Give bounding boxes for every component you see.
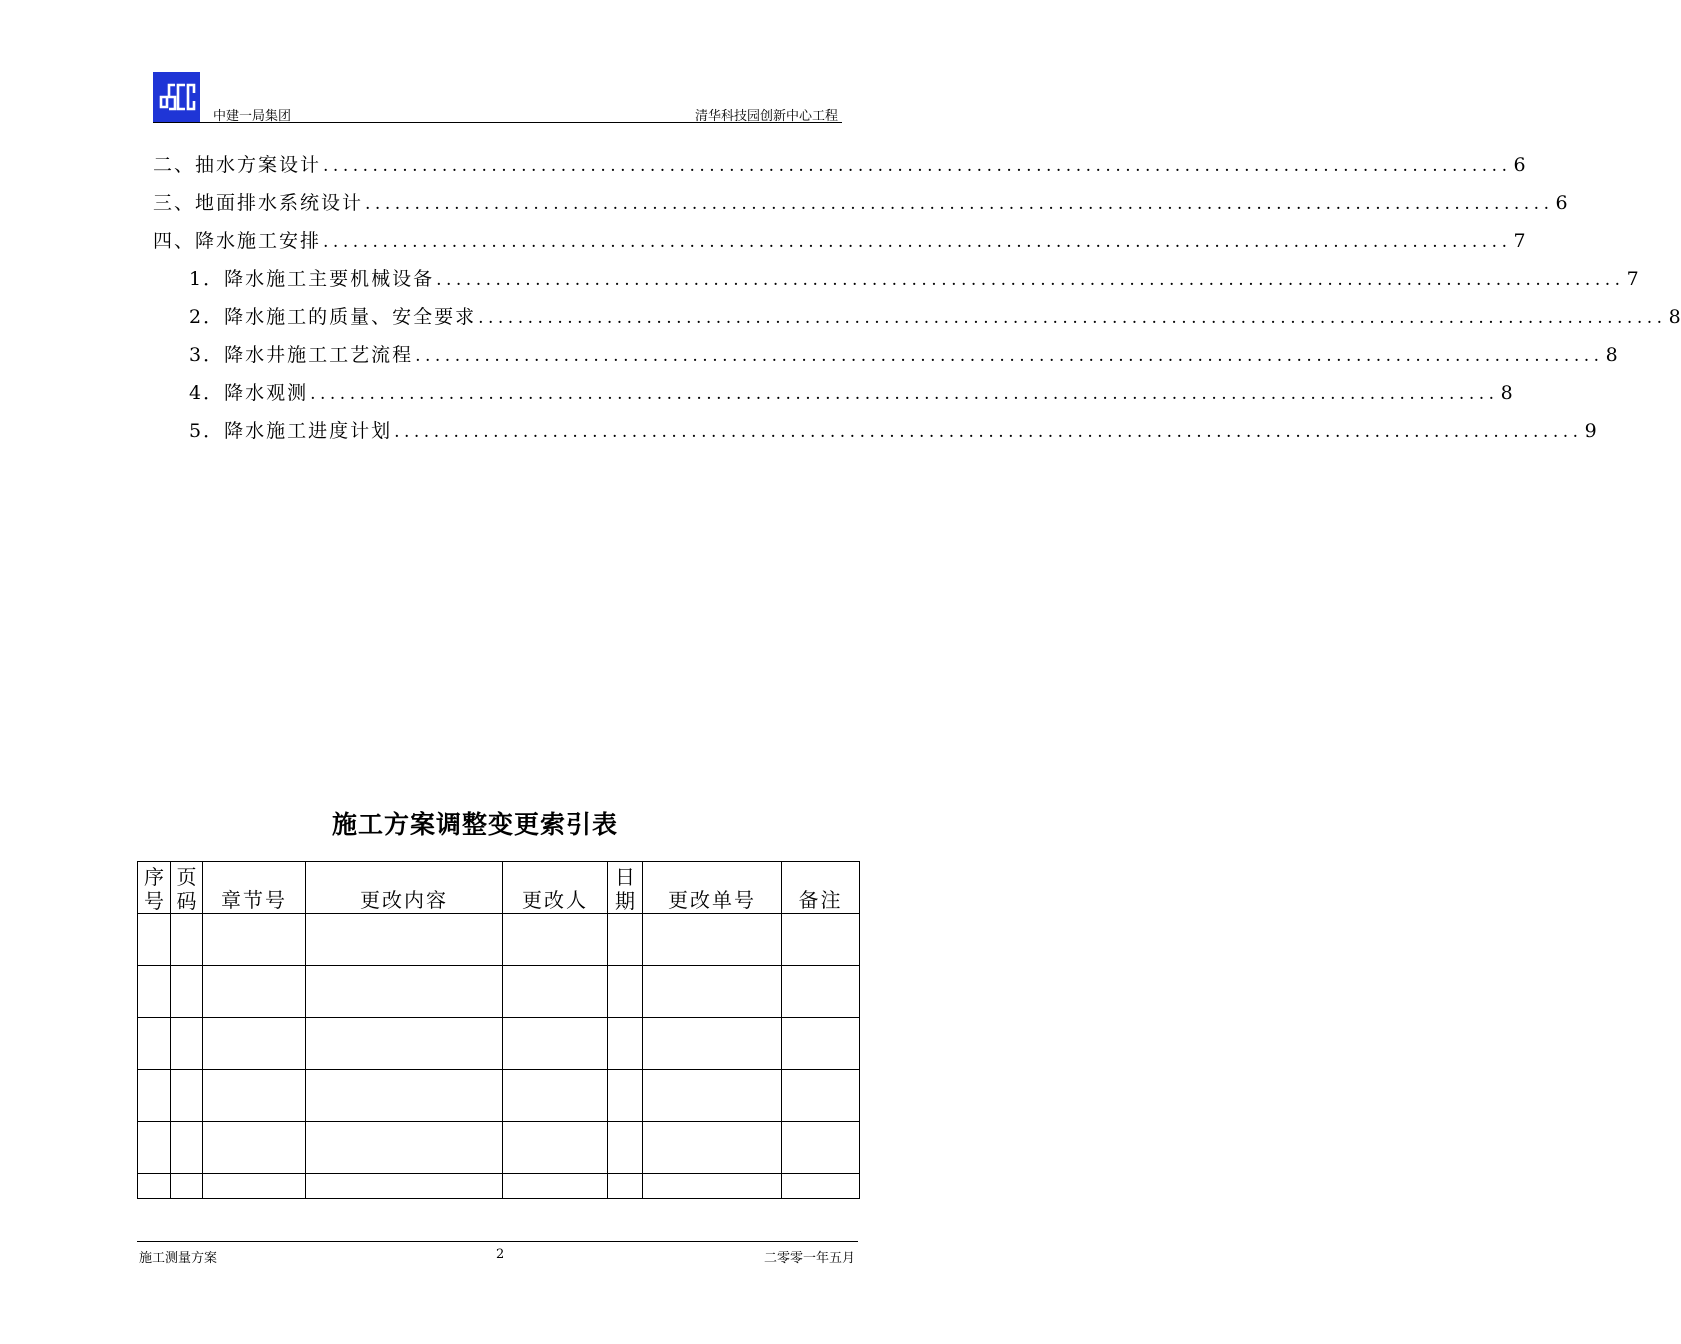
table-cell[interactable] xyxy=(203,966,306,1018)
toc-entry[interactable] xyxy=(153,226,1526,264)
toc-entry-page: 6 xyxy=(1555,192,1568,214)
toc-entry-title: 3．降水井施工工艺流程 xyxy=(189,344,414,366)
table-cell[interactable] xyxy=(306,1070,503,1122)
toc-entry-page: 8 xyxy=(1668,306,1681,328)
toc-entry[interactable] xyxy=(153,416,1597,454)
table-cell[interactable] xyxy=(306,1122,503,1174)
footer-page-number: 2 xyxy=(496,1247,505,1262)
toc-leader-dots: ........................................................................................................................ xyxy=(323,156,1512,176)
table-cell[interactable] xyxy=(782,1070,860,1122)
header-rule xyxy=(153,122,842,123)
table-cell[interactable] xyxy=(171,1070,203,1122)
table-cell[interactable] xyxy=(306,966,503,1018)
table-cell[interactable] xyxy=(138,1122,171,1174)
table-cell[interactable] xyxy=(643,1018,782,1070)
toc-leader-dots: ........................................................................................................................ xyxy=(436,270,1625,290)
footer-doc-title: 施工测量方案 xyxy=(139,1251,218,1266)
company-logo xyxy=(153,72,200,122)
table-cell[interactable] xyxy=(608,1070,643,1122)
table-cell[interactable] xyxy=(608,1122,643,1174)
toc-entry-page: 9 xyxy=(1584,420,1597,442)
cscec-logo-icon xyxy=(157,77,197,117)
table-cell[interactable] xyxy=(503,914,608,966)
toc-entry-title: 2．降水施工的质量、安全要求 xyxy=(189,306,477,328)
toc-entry-page: 7 xyxy=(1626,268,1639,290)
table-cell[interactable] xyxy=(203,1018,306,1070)
header-remark: 备注 xyxy=(782,862,860,914)
table-cell[interactable] xyxy=(138,1070,171,1122)
table-cell[interactable] xyxy=(171,914,203,966)
table-row xyxy=(138,966,860,1018)
toc-entry[interactable] xyxy=(153,302,1681,340)
toc-leader-dots: ........................................................................................................................ xyxy=(394,422,1583,442)
table-row xyxy=(138,1070,860,1122)
table-cell[interactable] xyxy=(643,1070,782,1122)
header-chapter: 章节号 xyxy=(203,862,306,914)
table-cell[interactable] xyxy=(503,1070,608,1122)
toc-leader-dots: ........................................................................................................................ xyxy=(415,346,1604,366)
toc-entry[interactable] xyxy=(153,378,1513,416)
table-title: 施工方案调整变更索引表 xyxy=(331,810,618,839)
table-cell[interactable] xyxy=(171,966,203,1018)
toc-entry[interactable] xyxy=(153,188,1568,226)
header-content: 更改内容 xyxy=(306,862,503,914)
table-cell[interactable] xyxy=(203,1070,306,1122)
toc-entry-title: 二、抽水方案设计 xyxy=(153,154,322,176)
header-company: 中建一局集团 xyxy=(213,109,292,124)
table-cell[interactable] xyxy=(782,1018,860,1070)
change-index-table xyxy=(137,861,860,1199)
toc-entry-title: 5．降水施工进度计划 xyxy=(189,420,393,442)
toc-entry-title: 四、降水施工安排 xyxy=(153,230,322,252)
toc-leader-dots: ........................................................................................................................ xyxy=(365,194,1554,214)
table-row xyxy=(138,914,860,966)
toc-entry-page: 8 xyxy=(1605,344,1618,366)
table-cell[interactable] xyxy=(306,1174,503,1199)
table-row xyxy=(138,1018,860,1070)
table-cell[interactable] xyxy=(138,966,171,1018)
toc-entry[interactable] xyxy=(153,264,1639,302)
table-header-row xyxy=(138,862,860,914)
table-cell[interactable] xyxy=(138,1018,171,1070)
table-cell[interactable] xyxy=(306,914,503,966)
table-cell[interactable] xyxy=(503,1174,608,1199)
table-cell[interactable] xyxy=(171,1122,203,1174)
table-cell[interactable] xyxy=(782,1122,860,1174)
table-cell[interactable] xyxy=(138,914,171,966)
footer-date: 二零零一年五月 xyxy=(763,1251,855,1266)
table-of-contents xyxy=(153,150,1681,454)
header-page: 页 码 xyxy=(171,862,203,914)
table-cell[interactable] xyxy=(608,1174,643,1199)
table-cell[interactable] xyxy=(503,1018,608,1070)
table-cell[interactable] xyxy=(503,966,608,1018)
table-cell[interactable] xyxy=(608,966,643,1018)
table-cell[interactable] xyxy=(643,914,782,966)
table-cell[interactable] xyxy=(306,1018,503,1070)
table-cell[interactable] xyxy=(782,914,860,966)
header-date: 日 期 xyxy=(608,862,643,914)
table-cell[interactable] xyxy=(782,1174,860,1199)
table-row xyxy=(138,1122,860,1174)
table-row xyxy=(138,1174,860,1199)
table-cell[interactable] xyxy=(608,1018,643,1070)
table-cell[interactable] xyxy=(203,914,306,966)
toc-entry-page: 7 xyxy=(1513,230,1526,252)
table-cell[interactable] xyxy=(782,966,860,1018)
table-cell[interactable] xyxy=(503,1122,608,1174)
table-cell[interactable] xyxy=(138,1174,171,1199)
toc-leader-dots: ........................................................................................................................ xyxy=(323,232,1512,252)
table-cell[interactable] xyxy=(608,914,643,966)
toc-entry-title: 三、地面排水系统设计 xyxy=(153,192,364,214)
toc-entry[interactable] xyxy=(153,150,1526,188)
table-cell[interactable] xyxy=(203,1122,306,1174)
toc-leader-dots: ........................................................................................................................ xyxy=(478,308,1667,328)
toc-entry-page: 6 xyxy=(1513,154,1526,176)
toc-leader-dots: ........................................................................................................................ xyxy=(310,384,1499,404)
table-cell[interactable] xyxy=(643,966,782,1018)
header-order-no: 更改单号 xyxy=(643,862,782,914)
toc-entry-title: 4．降水观测 xyxy=(189,382,309,404)
header-seq: 序 号 xyxy=(138,862,171,914)
table-cell[interactable] xyxy=(203,1174,306,1199)
table-cell[interactable] xyxy=(171,1018,203,1070)
header-project: 清华科技园创新中心工程 xyxy=(694,109,838,124)
toc-entry[interactable] xyxy=(153,340,1618,378)
header-person: 更改人 xyxy=(503,862,608,914)
table-cell[interactable] xyxy=(643,1122,782,1174)
table-cell[interactable] xyxy=(643,1174,782,1199)
footer-rule xyxy=(137,1241,858,1242)
table-cell[interactable] xyxy=(171,1174,203,1199)
toc-entry-page: 8 xyxy=(1500,382,1513,404)
toc-entry-title: 1．降水施工主要机械设备 xyxy=(189,268,435,290)
